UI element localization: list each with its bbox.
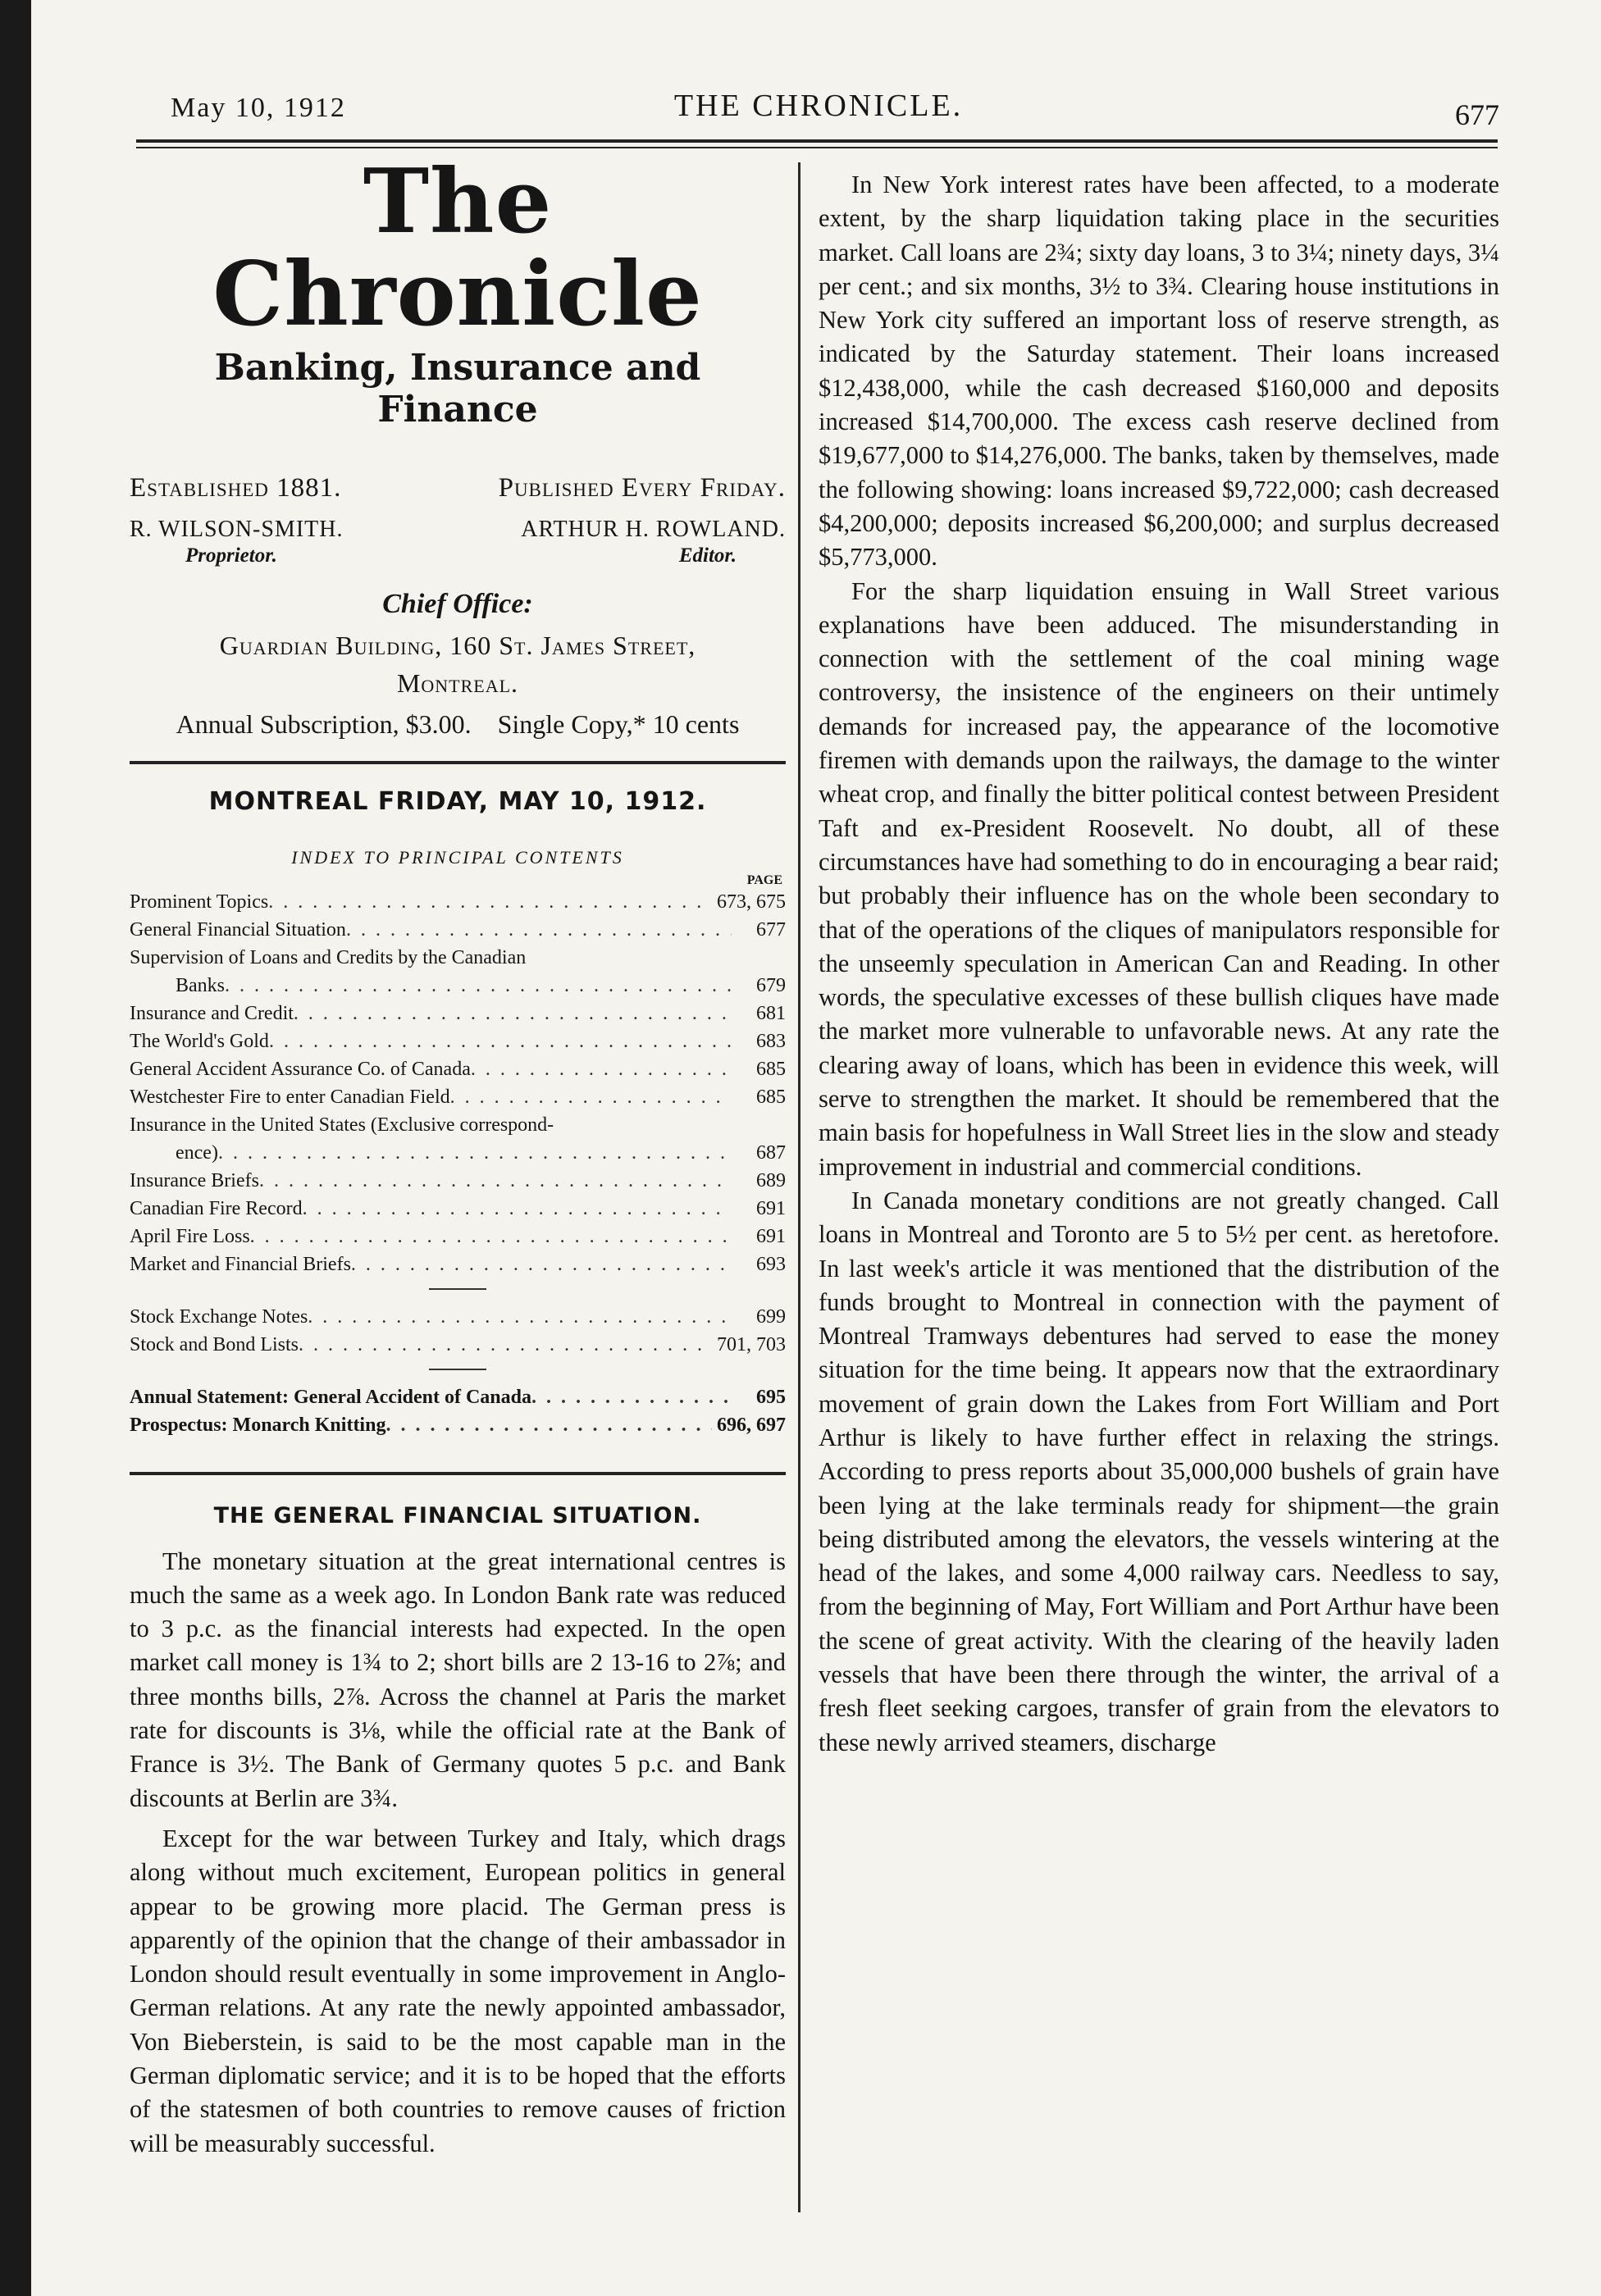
index-heading: INDEX TO PRINCIPAL CONTENTS (291, 846, 624, 868)
editor-name: ARTHUR H. ROWLAND. (521, 516, 786, 542)
single-copy-price: Single Copy,* 10 cents (497, 708, 740, 739)
index-page-label: PAGE (746, 872, 782, 887)
index-divider (429, 1288, 486, 1290)
index-item: Market and Financial Briefs . . . 693 (130, 1250, 786, 1278)
index-rule (130, 1472, 786, 1475)
editor-role: Editor. (678, 544, 737, 567)
subscription-info (130, 709, 786, 740)
annual-subscription: Annual Subscription, $3.00. (176, 708, 472, 739)
running-head-title: THE CHRONICLE. (673, 89, 964, 123)
office-address (130, 626, 786, 703)
proprietor-name: R. WILSON-SMITH. (130, 516, 344, 542)
staff-names (130, 517, 786, 543)
index-item: Insurance in the United States (Exclusive correspond- ence) . . . 687 (130, 1111, 786, 1167)
index-item: General Accident Assurance Co. of Canada . . . 685 (130, 1055, 786, 1083)
chief-office-label: Chief Office: (382, 588, 533, 619)
staff-roles (130, 544, 786, 567)
article-paragraph: In Canada monetary conditions are not greatly changed. Call loans in Montreal and Toronto are 5 to 5½ per cent. as heretofore. In last week's article it was mentioned that the distribution of the funds brought to Montreal in connection with the payment of Montreal Tramways debentures had served to ease the money situation for the time being. It appears now that the extraordinary movement of grain down the Lakes from Fort William and Port Arthur is likely to have further effect in relaxing the strings. According to press reports about 35,000,000 bushels of grain have been lying at the lake terminals ready for shipment—the grain being distributed among the elevators, the vessels wintering at the head of the lakes, and some 4,000 railway cars. Needless to say, from the beginning of May, Fort William and Port Arthur have been the scene of great activity. With the clearing of the heavily laden vessels that have been there through the winter, the arrival of a fresh fleet seeking cargoes, transfer of grain from the elevators to these newly arrived steamers, discharge (819, 1186, 1499, 1756)
masthead-subtitle: Banking, Insurance and Finance (214, 346, 701, 430)
running-head-date: May 10, 1912 (171, 93, 346, 123)
index-item: Insurance Briefs . . . 689 (130, 1167, 786, 1195)
published-text: Published Every Friday. (498, 472, 786, 503)
article-paragraph: In New York interest rates have been affected, to a moderate extent, by the sharp liquidation taking place in the securities market. Call loans are 2¾; sixty day loans, 3 to 3¼; ninety days, 3¼ per cent.; and six months, 3½ to 3¾. Clearing house institutions in New York city suffered an important loss of reserve strength, as indicated by the Saturday statement. Their loans increased $12,438,000, while the cash decreased $160,000 and deposits increased $14,700,000. The excess cash reserve declined from $19,677,000 to $14,276,000. The banks, taken by themselves, made the following showing: loans increased $9,722,000; cash decreased $4,200,000; deposits increased $6,200,000; and surplus decreased $5,773,000. (819, 171, 1499, 572)
newspaper-page (31, 0, 1601, 2296)
address-line-2: Montreal. (396, 668, 519, 699)
column-divider (798, 162, 800, 2212)
index-item: The World's Gold . . . 683 (130, 1027, 786, 1055)
index-item: Insurance and Credit . . . 681 (130, 1000, 786, 1027)
article-paragraph: The monetary situation at the great international centres is much the same as a week ago. In London Bank rate was reduced to 3 p.c. as the financial interests had expected. In the open market call money is 1¾ to 2; short bills are 2 13-16 to 2⅞; and three months bills, 2⅞. Across the channel at Paris the market rate for discounts is 3⅛, while the official rate at the Bank of France is 3½. The Bank of Germany quotes 5 p.c. and Bank discounts at Berlin are 3¾. (130, 1547, 786, 1812)
index-item: Westchester Fire to enter Canadian Field . . . 685 (130, 1083, 786, 1111)
index-item: Supervision of Loans and Credits by the Canadian Banks . . . 679 (130, 944, 786, 1000)
page-number: 677 (1455, 98, 1499, 131)
index-list (130, 888, 786, 1439)
article-title: THE GENERAL FINANCIAL SITUATION. (213, 1502, 702, 1528)
article-right-text (819, 168, 1499, 1760)
established-text: Established 1881. (130, 472, 342, 503)
index-item: Prospectus: Monarch Knitting . . . 696, 697 (130, 1411, 786, 1439)
article-left-text (130, 1545, 786, 2161)
index-item: General Financial Situation . . . 677 (130, 916, 786, 944)
header-rule (136, 139, 1498, 148)
proprietor-role: Proprietor. (185, 544, 277, 567)
index-item: Prominent Topics . . . 673, 675 (130, 888, 786, 916)
masthead-rule (130, 761, 786, 764)
issue-date: MONTREAL FRIDAY, MAY 10, 1912. (208, 786, 707, 816)
index-divider (429, 1369, 486, 1370)
running-head (138, 86, 1499, 135)
right-column (819, 168, 1499, 1760)
index-item: Stock Exchange Notes . . . 699 (130, 1303, 786, 1331)
index-item: Annual Statement: General Accident of Canada . . . 695 (130, 1383, 786, 1411)
index-item: Stock and Bond Lists . . . 701, 703 (130, 1331, 786, 1359)
article-paragraph: Except for the war between Turkey and Italy, which drags along without much excitement, European politics in general appear to be growing more placid. The German press is apparently of the opinion that the change of their ambassador in London should result eventually in some improvement in Anglo-German relations. At any rate the newly appointed ambassador, Von Bieberstein, is said to be the most capable man in the German diplomatic service; and it is to be hoped that the efforts of the statesmen of both countries to remove causes of friction will be measurably successful. (130, 1824, 786, 2157)
address-line-1: Guardian Building, 160 St. James Street, (219, 630, 696, 660)
masthead-title: The Chronicle (212, 150, 703, 347)
index-item: April Fire Loss . . . 691 (130, 1223, 786, 1250)
left-column (130, 150, 786, 2161)
article-paragraph: For the sharp liquidation ensuing in Wall Street various explanations have been adduced. The misunderstanding in connection with the settlement of the coal mining wage controversy, the insistence of the engineers on their untimely demands for increased pay, the appearance of the locomotive firemen with demands upon the railways, the damage to the winter wheat crop, and finally the bitter political contest between President Taft and ex-President Roosevelt. No doubt, all of these circumstances have had something to do in encouraging a bear raid; but probably their influence has on the whole been secondary to that of the operations of the cliques of manipulators responsible for the unseemly speculation in American Can and Reading. In other words, the speculative excesses of these bullish cliques have made the market more vulnerable to unfavorable news. At any rate the clearing away of loans, which has been in evidence this week, will serve to strengthen the market. It should be remembered that the main basis for hopefulness in Wall Street lies in the slow and steady improvement in industrial and commercial conditions. (819, 576, 1500, 1181)
index-item: Canadian Fire Record . . . 691 (130, 1195, 786, 1223)
publication-info (130, 473, 786, 503)
